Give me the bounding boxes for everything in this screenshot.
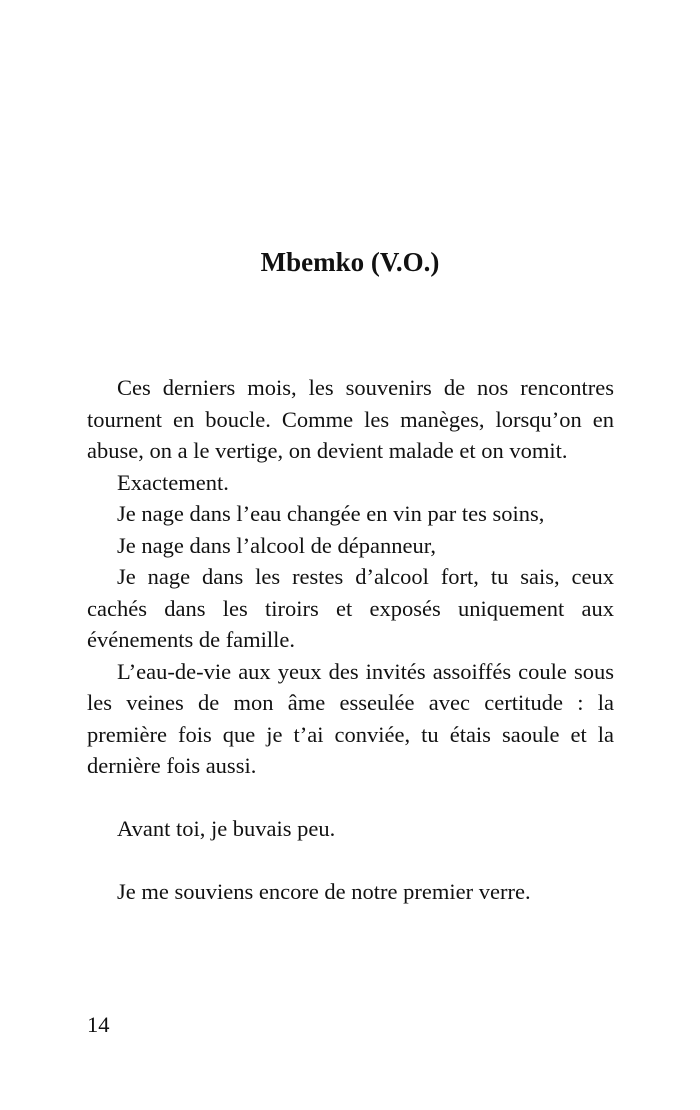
paragraph-spacer <box>87 782 614 814</box>
paragraph: Avant toi, je buvais peu. <box>117 816 336 841</box>
page-title: Mbemko (V.O.) <box>260 247 440 277</box>
paragraph: Ces derniers mois, les souvenirs de nos rencontres tournent en boucle. Comme les manèges, lorsqu’on en abuse, on a le vertige, on devient malade et on vomit. <box>87 375 614 463</box>
paragraph: Exactement. <box>117 469 229 495</box>
paragraph-spacer <box>87 845 614 877</box>
paragraph: Je me souviens encore de notre premier verre. <box>117 879 531 904</box>
paragraph: Je nage dans les restes d’alcool fort, tu sais, ceux cachés dans les tiroirs et exposés uniquement aux événements de famille. <box>87 564 614 652</box>
paragraph: L’eau-de-vie aux yeux des invités assoiffés coule sous les veines de mon âme esseulée avec certitude : la première fois que je t’ai conviée, tu étais saoule et la dernière fois aussi. <box>87 658 614 778</box>
paragraph: Je nage dans l’alcool de dépanneur, <box>117 532 436 558</box>
page-number: 14 <box>87 1012 110 1037</box>
body-text <box>87 372 614 908</box>
paragraph: Je nage dans l’eau changée en vin par tes soins, <box>117 501 545 526</box>
